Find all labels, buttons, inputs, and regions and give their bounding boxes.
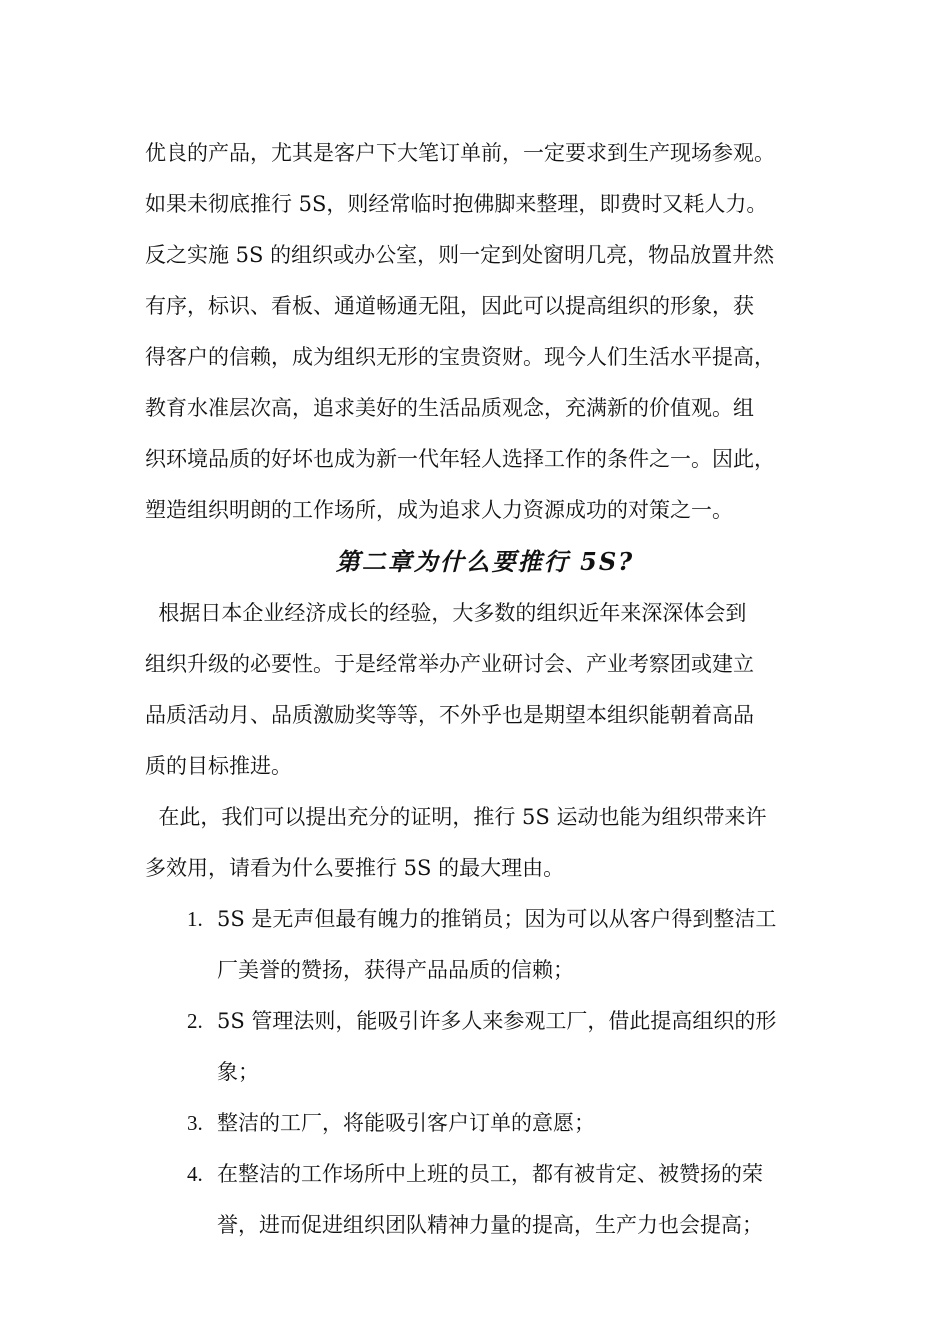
list-number: 1.: [187, 907, 203, 931]
text-line: 织环境品质的好坏也成为新一代年轻人选择工作的条件之一。因此，: [145, 447, 775, 471]
list-item: [145, 894, 825, 996]
text-line: 优良的产品，尤其是客户下大笔订单前，一定要求到生产现场参观。: [145, 141, 775, 165]
reasons-list: [145, 894, 825, 1251]
text-line: 根据日本企业经济成长的经验，大多数的组织近年来深深体会到: [145, 601, 747, 625]
paragraph-2: [145, 792, 825, 894]
text-line: 如果未彻底推行 5S，则经常临时抱佛脚来整理，即费时又耗人力。: [145, 192, 768, 216]
text-line: 5S 是无声但最有魄力的推销员；因为可以从客户得到整洁工: [217, 907, 777, 931]
text-line: 质的目标推进。: [145, 754, 292, 778]
list-item: [145, 996, 825, 1098]
list-item: [145, 1149, 825, 1251]
text-line: 5S 管理法则，能吸引许多人来参观工厂，借此提高组织的形: [217, 1009, 777, 1033]
text-line: 教育水准层次高，追求美好的生活品质观念，充满新的价值观。组: [145, 396, 754, 420]
text-line: 象；: [217, 1060, 259, 1084]
text-line: 在整洁的工作场所中上班的员工，都有被肯定、被赞扬的荣: [217, 1162, 763, 1186]
text-line: 誉，进而促进组织团队精神力量的提高，生产力也会提高；: [217, 1213, 763, 1237]
text-line: 组织升级的必要性。于是经常举办产业研讨会、产业考察团或建立: [145, 652, 754, 676]
text-line: 厂美誉的赞扬，获得产品品质的信赖；: [217, 958, 574, 982]
list-number: 2.: [187, 1009, 203, 1033]
list-item: [145, 1098, 825, 1149]
text-line: 品质活动月、品质激励奖等等，不外乎也是期望本组织能朝着高品: [145, 703, 754, 727]
text-line: 整洁的工厂，将能吸引客户订单的意愿；: [217, 1111, 595, 1135]
text-line: 得客户的信赖，成为组织无形的宝贵资财。现今人们生活水平提高，: [145, 345, 775, 369]
page-content: [145, 128, 825, 1251]
intro-paragraph: [145, 128, 825, 536]
text-line: 多效用，请看为什么要推行 5S 的最大理由。: [145, 856, 565, 880]
text-line: 在此，我们可以提出充分的证明，推行 5S 运动也能为组织带来许: [145, 805, 767, 829]
chapter-title: 第二章为什么要推行 5S?: [335, 547, 635, 576]
text-line: 反之实施 5S 的组织或办公室，则一定到处窗明几亮，物品放置井然: [145, 243, 775, 267]
list-number: 3.: [187, 1111, 203, 1135]
text-line: 有序，标识、看板、通道畅通无阻，因此可以提高组织的形象，获: [145, 294, 754, 318]
paragraph-1: [145, 588, 825, 792]
list-number: 4.: [187, 1162, 203, 1186]
text-line: 塑造组织明朗的工作场所，成为追求人力资源成功的对策之一。: [145, 498, 733, 522]
